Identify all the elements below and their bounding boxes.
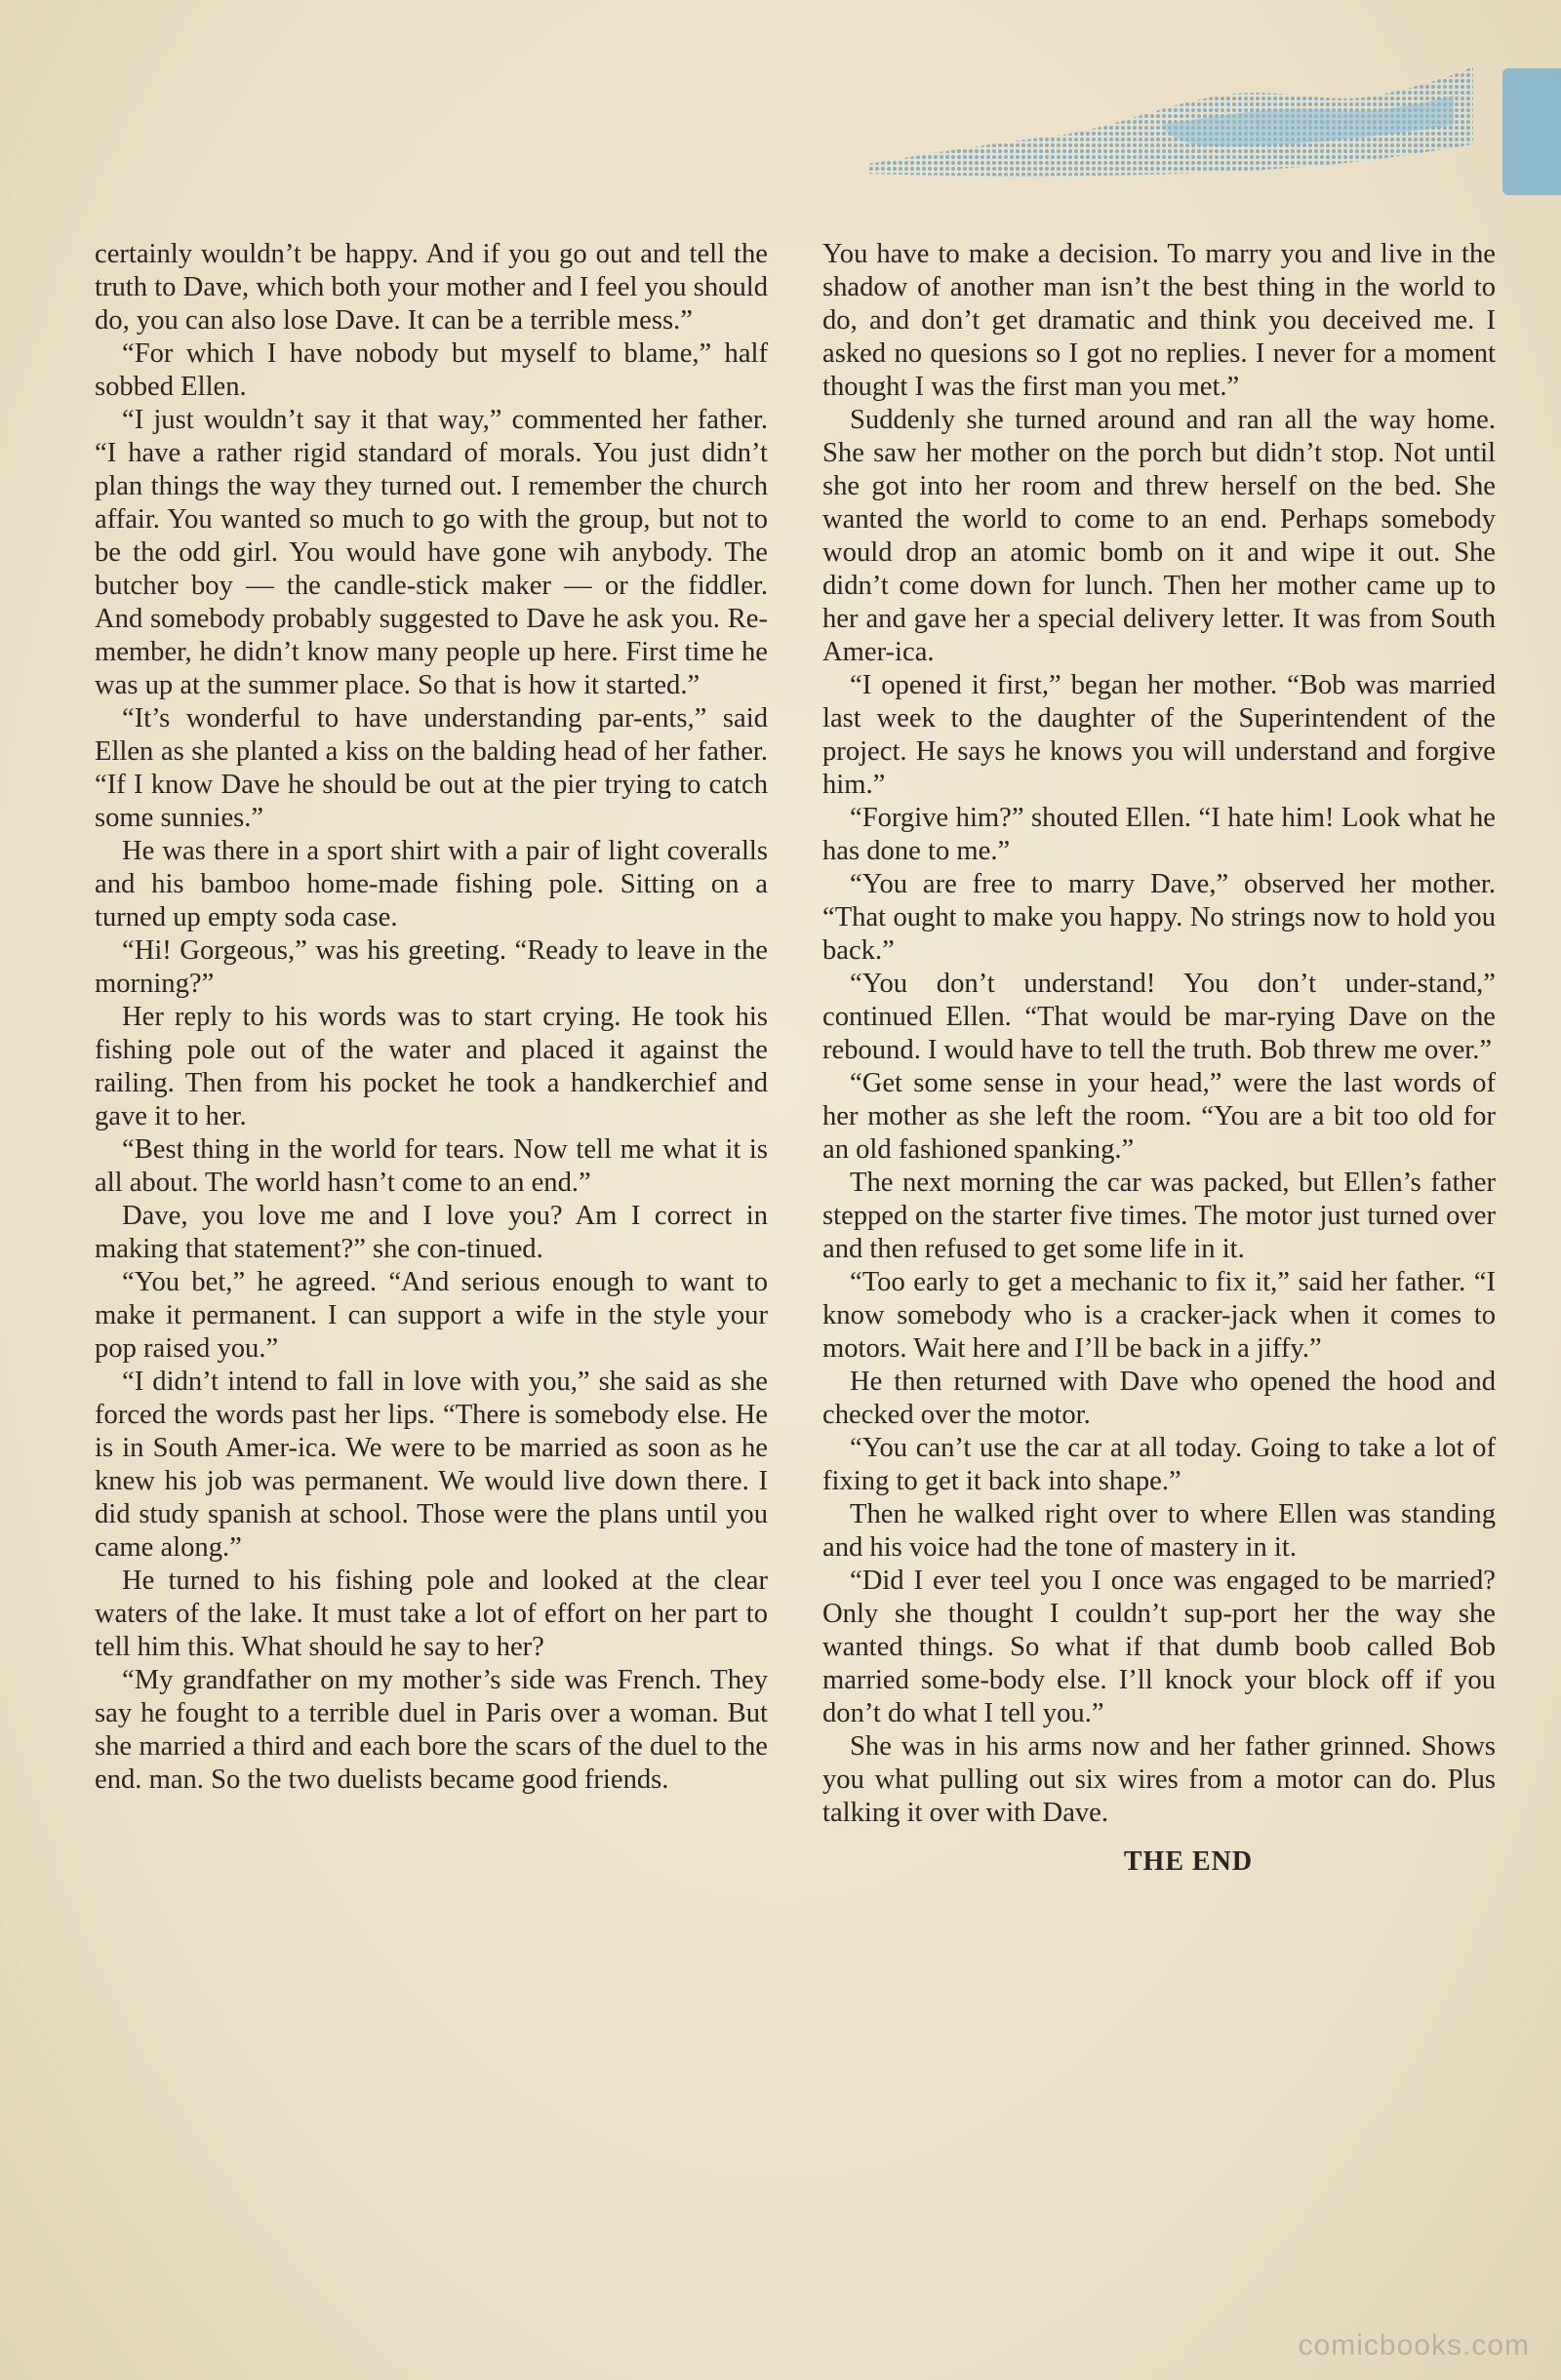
paragraph: “It’s wonderful to have understanding par-ents,” said Ellen as she planted a kiss on the balding head of her father. “If I know Dave he should be out at the pier trying to catch some sunnies.” xyxy=(95,703,768,833)
paragraph: “Forgive him?” shouted Ellen. “I hate him! Look what he has done to me.” xyxy=(822,803,1496,866)
paragraph: He was there in a sport shirt with a pair of light coveralls and his bamboo home-made fishing pole. Sitting on a turned up empty soda case. xyxy=(95,836,768,932)
paragraph: He then returned with Dave who opened the hood and checked over the motor. xyxy=(822,1367,1496,1430)
paragraph: She was in his arms now and her father grinned. Shows you what pulling out six wires from a motor can do. Plus talking it over with Dave. xyxy=(822,1731,1496,1828)
paragraph: “You are free to marry Dave,” observed her mother. “That ought to make you happy. No strings now to hold you back.” xyxy=(822,869,1496,966)
paragraph: “You bet,” he agreed. “And serious enough to want to make it permanent. I can support a wife in the style your pop raised you.” xyxy=(95,1267,768,1364)
paragraph: “I opened it first,” began her mother. “Bob was married last week to the daughter of the Superintendent of the project. He says he knows you will understand and forgive him.” xyxy=(822,670,1496,800)
paragraph: Suddenly she turned around and ran all the way home. She saw her mother on the porch but didn’t stop. Not until she got into her room and threw herself on the bed. She wanted the world to come to an end. Perhaps somebody would drop an atomic bomb on it and wipe it out. She didn’t come down for lunch. Then her mother came up to her and gave her a special delivery letter. It was from South Amer-ica. xyxy=(822,405,1496,667)
paragraph: Dave, you love me and I love you? Am I correct in making that statement?” she con-tinued. xyxy=(95,1201,768,1264)
paragraph: “My grandfather on my mother’s side was French. They say he fought to a terrible duel in Paris over a woman. But she married a third and each bore the scars of the duel to the end. man. So the two duelists became good friends. xyxy=(95,1665,768,1795)
story-column-right xyxy=(822,238,1496,1879)
paragraph: He turned to his fishing pole and looked at the clear waters of the lake. It must take a lot of effort on her part to tell him this. What should he say to her? xyxy=(95,1566,768,1662)
paragraph: certainly wouldn’t be happy. And if you go out and tell the truth to Dave, which both your mother and I feel you should do, you can also lose Dave. It can be a terrible mess.” xyxy=(95,239,768,336)
paragraph: Her reply to his words was to start crying. He took his fishing pole out of the water and placed it against the railing. Then from his pocket he took a handkerchief and gave it to her. xyxy=(95,1002,768,1131)
decorative-edge-tab xyxy=(1502,68,1561,195)
paragraph: “Get some sense in your head,” were the last words of her mother as she left the room. “You are a bit too old for an old fashioned spanking.” xyxy=(822,1068,1496,1165)
paragraph: “Too early to get a mechanic to fix it,” said her father. “I know somebody who is a cracker-jack when it comes to motors. Wait here and I’ll be back in a jiffy.” xyxy=(822,1267,1496,1364)
paragraph: “Best thing in the world for tears. Now tell me what it is all about. The world hasn’t come to an end.” xyxy=(95,1134,768,1198)
paragraph: “For which I have nobody but myself to blame,” half sobbed Ellen. xyxy=(95,338,768,402)
decorative-halftone-band xyxy=(868,66,1473,183)
watermark: comicbooks.com xyxy=(1298,2329,1530,2361)
paragraph: “I just wouldn’t say it that way,” commented her father. “I have a rather rigid standard of morals. You just didn’t plan things the way they turned out. I remember the church affair. You wanted so much to go with the group, but not to be the odd girl. You would have gone wih anybody. The butcher boy — the candle-stick maker — or the fiddler. And somebody probably suggested to Dave he ask you. Re-member, he didn’t know many people up here. First time he was up at the summer place. So that is how it started.” xyxy=(95,405,768,700)
paragraph: The next morning the car was packed, but Ellen’s father stepped on the starter five times. The motor just turned over and then refused to get some life in it. xyxy=(822,1168,1496,1264)
halftone-graphic xyxy=(868,66,1473,183)
paragraph: “You don’t understand! You don’t under-stand,” continued Ellen. “That would be mar-rying Dave on the rebound. I would have to tell the truth. Bob threw me over.” xyxy=(822,969,1496,1065)
story-column-left xyxy=(95,238,768,1797)
paragraph: “I didn’t intend to fall in love with you,” she said as she forced the words past her lips. “There is somebody else. He is in South Amer-ica. We were to be married as soon as he knew his job was permanent. We would live down there. I did study spanish at school. Those were the plans until you came along.” xyxy=(95,1367,768,1563)
paragraph: “You can’t use the car at all today. Going to take a lot of fixing to get it back into shape.” xyxy=(822,1433,1496,1496)
paragraph: “Did I ever teel you I once was engaged to be married? Only she thought I couldn’t sup-port her the way she wanted things. So what if that dumb boob called Bob married some-body else. I’ll knock your block off if you don’t do what I tell you.” xyxy=(822,1566,1496,1728)
paragraph: You have to make a decision. To marry you and live in the shadow of another man isn’t the best thing in the world to do, and don’t get dramatic and think you deceived me. I asked no quesions so I got no replies. I never for a moment thought I was the first man you met.” xyxy=(822,239,1496,402)
paragraph: Then he walked right over to where Ellen was standing and his voice had the tone of mastery in it. xyxy=(822,1499,1496,1563)
paragraph: “Hi! Gorgeous,” was his greeting. “Ready to leave in the morning?” xyxy=(95,935,768,999)
the-end-label: THE END xyxy=(1123,1846,1254,1877)
